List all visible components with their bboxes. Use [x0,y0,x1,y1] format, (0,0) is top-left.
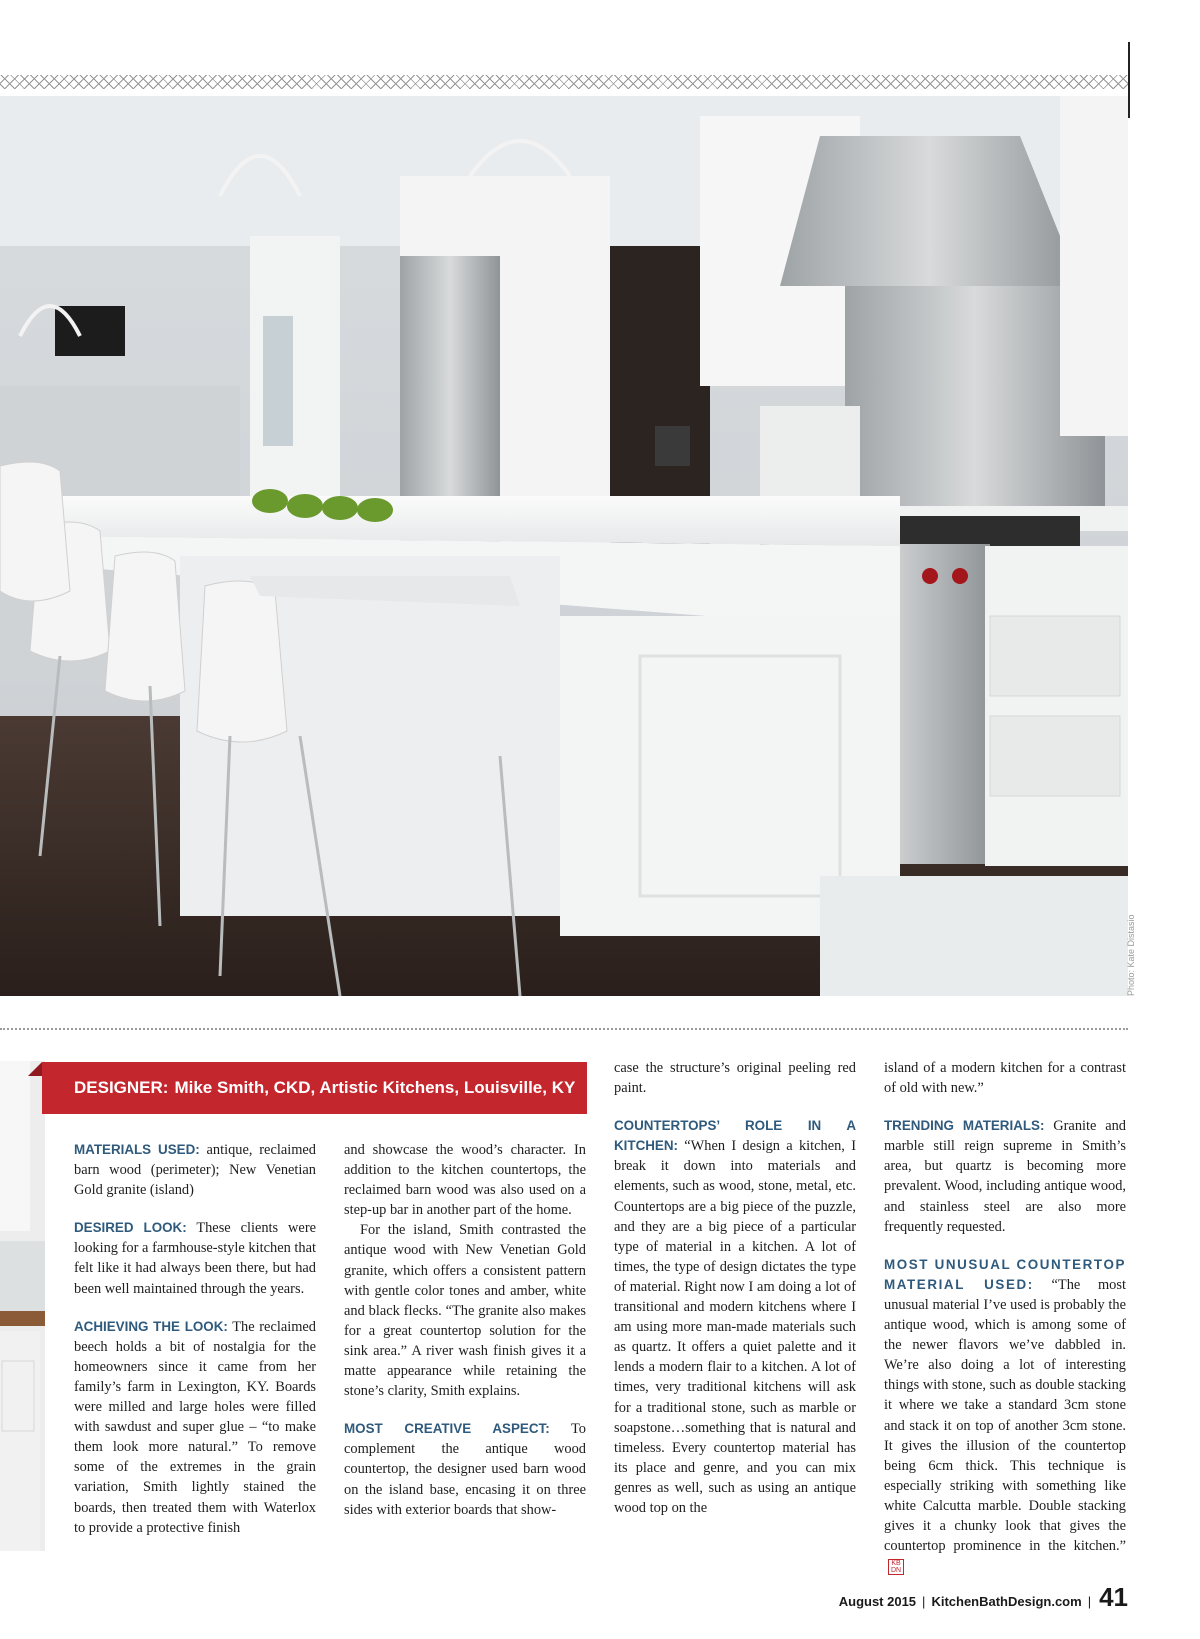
island-paragraph: For the island, Smith contrasted the antique wood with New Venetian Gold granite, which offers a consistent pattern with gentle color tones and amber, white and black flecks. “The granite also makes for a great countertop solution for the sink area.” A river wash finish gives it a matte appearance while retaining the stone’s clarity, Smith explains. [344,1222,586,1400]
continued-paragraph: island of a modern kitchen for a contrast of old with new.” [884,1060,1126,1097]
kitchen-photo [0,96,1128,996]
kbdn-end-mark: KB DN [888,1559,904,1575]
materials-used-paragraph [74,1140,316,1200]
continued-paragraph: case the structure’s original peeling red paint. [614,1060,856,1097]
desired-look-text: These clients were looking for a farmhouse-style kitchen that felt like it had always been there, but had been well maintained through the years. [74,1220,316,1297]
column-4 [884,1058,1126,1576]
unusual-material-paragraph [884,1255,1126,1577]
column-3 [614,1058,856,1518]
continued-paragraph: and showcase the wood’s character. In addition to the kitchen countertops, the reclaimed barn wood was also used on a step-up bar in another part of the home. [344,1142,586,1219]
countertops-role-text: “When I design a kitchen, I break it down into materials and elements, such as wood, stone, metal, etc. Countertops are a big piece of the puzzle, and they are a big piece of a particular type of material in a kitchen. A lot of times, the type of design dictates the type of material. Right now I am doing a lot of transitional and modern kitchens where I am using more man-made materials such as quartz. It offers a quiet palette and it lends a modern flair to a kitchen. A lot of times, very traditional kitchens will ask for a traditional stone, such as marble or soapstone…something that is natural and timeless. Every countertop material has its place and genre, and you can mix genres as well, such as using an antique wood top on the [614,1138,856,1516]
materials-used-text: antique, reclaimed barn wood (perimeter); New Venetian Gold granite (island) [74,1142,316,1199]
unusual-material-text: “The most unusual material I’ve used is probably the antique wood, which is among some of the newer flavors we’ve dabbled in. We’re also doing a lot of interesting things with stone, such as double stacking it where we take a standard 3cm stone and stack it on top of another 3cm stone. It gives the illusion of the countertop being 6cm thick. This technique is especially striking with something like white Calcutta marble. Double stacking gives it a chunky look that gives the countertop prominence in the kitchen.” [884,1276,1126,1555]
issue-date: August 2015 [838,1594,917,1609]
designer-banner [42,1062,587,1114]
side-photo-strip [0,1061,45,1551]
creative-aspect-text: To complement the antique wood countertop, the designer used barn wood on the island base, encasing it on three sides with exterior boards that show- [344,1421,586,1518]
unusual-material-heading: MOST UNUSUAL COUNTERTOP MATERIAL USED: [884,1256,1126,1292]
page-footer [826,1582,1128,1612]
designer-label: DESIGNER: [74,1078,169,1097]
achieving-look-text: The reclaimed beech holds a bit of nostalgia for the homeowners since it came from her family’s farm in Lexington, KY. Boards were milled and large holes were filled with sawdust and super glue – “to make them look more natural.” To remove some of the extremes in the grain variation, Smith lightly stained the boards, then treated them with Waterlox to provide a protective finish [74,1318,316,1536]
countertops-role-paragraph [614,1116,856,1518]
creative-aspect-paragraph [344,1419,586,1519]
materials-used-heading: MATERIALS USED: [74,1142,200,1157]
decorative-zigzag-border [0,75,1128,89]
website-link[interactable]: KitchenBathDesign.com [931,1594,1082,1609]
trending-materials-paragraph [884,1116,1126,1237]
page-number: 41 [1099,1582,1128,1612]
trending-materials-text: Granite and marble still reign supreme in Smith’s area, but quartz is becoming more prevalent. Wood, including antique wood, and stainless steel are also more frequently requested. [884,1118,1126,1235]
desired-look-paragraph [74,1218,316,1298]
footer-separator: | [922,1594,926,1609]
top-vertical-rule [1128,42,1130,118]
achieving-look-paragraph [74,1317,316,1538]
photo-credit: Photo: Kate Distasio [1126,914,1136,996]
creative-aspect-heading: MOST CREATIVE ASPECT: [344,1421,550,1437]
countertops-role-heading: COUNTERTOPS’ ROLE IN A KITCHEN: [614,1118,856,1154]
desired-look-heading: DESIRED LOOK: [74,1220,187,1236]
footer-separator: | [1087,1594,1092,1609]
achieving-look-heading: ACHIEVING THE LOOK: [74,1318,228,1334]
banner-notch [28,1062,42,1076]
section-divider [0,1028,1128,1030]
column-2 [344,1140,586,1520]
designer-name: Mike Smith, CKD, Artistic Kitchens, Louisville, KY [174,1078,576,1097]
column-1 [74,1140,316,1538]
trending-materials-heading: TRENDING MATERIALS: [884,1118,1045,1134]
